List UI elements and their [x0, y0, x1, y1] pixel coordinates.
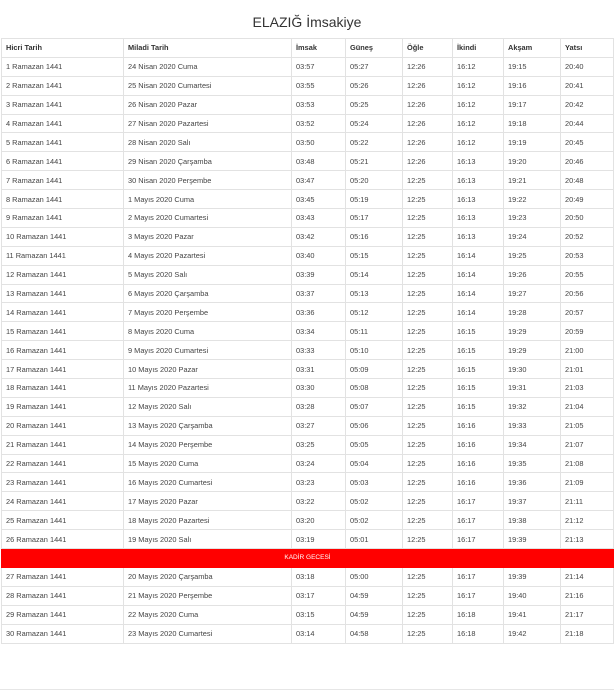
- hicri-tarih-cell: 30 Ramazan 1441: [2, 624, 124, 643]
- aksam-cell: 19:17: [504, 95, 561, 114]
- hicri-tarih-cell: 12 Ramazan 1441: [2, 265, 124, 284]
- miladi-tarih-cell: 14 Mayıs 2020 Perşembe: [124, 435, 292, 454]
- hicri-tarih-cell: 22 Ramazan 1441: [2, 454, 124, 473]
- imsak-cell: 03:30: [292, 379, 346, 398]
- miladi-tarih-cell: 12 Mayıs 2020 Salı: [124, 397, 292, 416]
- ogle-cell: 12:25: [403, 284, 453, 303]
- aksam-cell: 19:35: [504, 454, 561, 473]
- yatsi-cell: 21:14: [561, 567, 614, 586]
- ogle-cell: 12:25: [403, 190, 453, 209]
- gunes-cell: 05:22: [346, 133, 403, 152]
- gunes-cell: 05:02: [346, 511, 403, 530]
- ikindi-cell: 16:14: [453, 265, 504, 284]
- table-row: [2, 530, 614, 549]
- table-row: [2, 114, 614, 133]
- imsak-cell: 03:34: [292, 322, 346, 341]
- gunes-cell: 05:07: [346, 397, 403, 416]
- ikindi-cell: 16:15: [453, 341, 504, 360]
- miladi-tarih-cell: 7 Mayıs 2020 Perşembe: [124, 303, 292, 322]
- ikindi-cell: 16:16: [453, 454, 504, 473]
- ikindi-cell: 16:17: [453, 511, 504, 530]
- gunes-cell: 05:24: [346, 114, 403, 133]
- miladi-tarih-cell: 3 Mayıs 2020 Pazar: [124, 227, 292, 246]
- column-header-aksam: Akşam: [504, 39, 561, 58]
- ikindi-cell: 16:15: [453, 322, 504, 341]
- ogle-cell: 12:25: [403, 209, 453, 228]
- yatsi-cell: 21:04: [561, 397, 614, 416]
- ikindi-cell: 16:17: [453, 492, 504, 511]
- gunes-cell: 05:26: [346, 76, 403, 95]
- hicri-tarih-cell: 8 Ramazan 1441: [2, 190, 124, 209]
- hicri-tarih-cell: 4 Ramazan 1441: [2, 114, 124, 133]
- hicri-tarih-cell: 14 Ramazan 1441: [2, 303, 124, 322]
- imsak-cell: 03:45: [292, 190, 346, 209]
- table-row: [2, 416, 614, 435]
- hicri-tarih-cell: 5 Ramazan 1441: [2, 133, 124, 152]
- gunes-cell: 05:17: [346, 209, 403, 228]
- gunes-cell: 05:20: [346, 171, 403, 190]
- imsak-cell: 03:25: [292, 435, 346, 454]
- table-row: [2, 567, 614, 586]
- table-row: [2, 435, 614, 454]
- yatsi-cell: 20:59: [561, 322, 614, 341]
- aksam-cell: 19:29: [504, 322, 561, 341]
- imsak-cell: 03:23: [292, 473, 346, 492]
- yatsi-cell: 21:08: [561, 454, 614, 473]
- hicri-tarih-cell: 19 Ramazan 1441: [2, 397, 124, 416]
- imsakiye-table: [1, 38, 614, 644]
- imsak-cell: 03:48: [292, 152, 346, 171]
- ikindi-cell: 16:13: [453, 171, 504, 190]
- aksam-cell: 19:16: [504, 76, 561, 95]
- kadir-gecesi-label: KADİR GECESİ: [2, 549, 614, 568]
- ikindi-cell: 16:15: [453, 379, 504, 398]
- ikindi-cell: 16:14: [453, 246, 504, 265]
- ogle-cell: 12:25: [403, 624, 453, 643]
- gunes-cell: 05:08: [346, 379, 403, 398]
- gunes-cell: 05:04: [346, 454, 403, 473]
- ikindi-cell: 16:13: [453, 190, 504, 209]
- imsak-cell: 03:40: [292, 246, 346, 265]
- ikindi-cell: 16:13: [453, 227, 504, 246]
- imsak-cell: 03:53: [292, 95, 346, 114]
- miladi-tarih-cell: 17 Mayıs 2020 Pazar: [124, 492, 292, 511]
- ogle-cell: 12:26: [403, 95, 453, 114]
- ikindi-cell: 16:13: [453, 209, 504, 228]
- aksam-cell: 19:39: [504, 567, 561, 586]
- yatsi-cell: 20:41: [561, 76, 614, 95]
- imsak-cell: 03:28: [292, 397, 346, 416]
- gunes-cell: 05:01: [346, 530, 403, 549]
- miladi-tarih-cell: 13 Mayıs 2020 Çarşamba: [124, 416, 292, 435]
- column-header-gunes: Güneş: [346, 39, 403, 58]
- ikindi-cell: 16:12: [453, 95, 504, 114]
- hicri-tarih-cell: 18 Ramazan 1441: [2, 379, 124, 398]
- imsak-cell: 03:57: [292, 57, 346, 76]
- yatsi-cell: 20:45: [561, 133, 614, 152]
- aksam-cell: 19:26: [504, 265, 561, 284]
- ikindi-cell: 16:18: [453, 624, 504, 643]
- imsak-cell: 03:22: [292, 492, 346, 511]
- miladi-tarih-cell: 24 Nisan 2020 Cuma: [124, 57, 292, 76]
- aksam-cell: 19:25: [504, 246, 561, 265]
- table-row: [2, 227, 614, 246]
- table-row: [2, 152, 614, 171]
- yatsi-cell: 20:46: [561, 152, 614, 171]
- miladi-tarih-cell: 10 Mayıs 2020 Pazar: [124, 360, 292, 379]
- kadir-gecesi-row: [2, 549, 614, 568]
- yatsi-cell: 20:53: [561, 246, 614, 265]
- column-header-ogle: Öğle: [403, 39, 453, 58]
- yatsi-cell: 21:01: [561, 360, 614, 379]
- gunes-cell: 05:15: [346, 246, 403, 265]
- ikindi-cell: 16:15: [453, 360, 504, 379]
- imsak-cell: 03:39: [292, 265, 346, 284]
- ogle-cell: 12:25: [403, 265, 453, 284]
- aksam-cell: 19:24: [504, 227, 561, 246]
- miladi-tarih-cell: 22 Mayıs 2020 Cuma: [124, 605, 292, 624]
- ogle-cell: 12:25: [403, 454, 453, 473]
- aksam-cell: 19:31: [504, 379, 561, 398]
- yatsi-cell: 20:56: [561, 284, 614, 303]
- table-row: [2, 284, 614, 303]
- hicri-tarih-cell: 17 Ramazan 1441: [2, 360, 124, 379]
- ikindi-cell: 16:16: [453, 435, 504, 454]
- yatsi-cell: 20:57: [561, 303, 614, 322]
- imsak-cell: 03:24: [292, 454, 346, 473]
- imsak-cell: 03:47: [292, 171, 346, 190]
- yatsi-cell: 21:07: [561, 435, 614, 454]
- gunes-cell: 05:21: [346, 152, 403, 171]
- imsak-cell: 03:43: [292, 209, 346, 228]
- aksam-cell: 19:29: [504, 341, 561, 360]
- ogle-cell: 12:25: [403, 511, 453, 530]
- hicri-tarih-cell: 3 Ramazan 1441: [2, 95, 124, 114]
- hicri-tarih-cell: 2 Ramazan 1441: [2, 76, 124, 95]
- aksam-cell: 19:37: [504, 492, 561, 511]
- yatsi-cell: 21:16: [561, 586, 614, 605]
- ogle-cell: 12:25: [403, 567, 453, 586]
- imsak-cell: 03:20: [292, 511, 346, 530]
- yatsi-cell: 21:18: [561, 624, 614, 643]
- table-row: [2, 360, 614, 379]
- table-row: [2, 341, 614, 360]
- column-header-miladi-tarih: Miladi Tarih: [124, 39, 292, 58]
- ogle-cell: 12:25: [403, 360, 453, 379]
- table-row: [2, 454, 614, 473]
- miladi-tarih-cell: 6 Mayıs 2020 Çarşamba: [124, 284, 292, 303]
- gunes-cell: 05:03: [346, 473, 403, 492]
- page-title: ELAZIĞ İmsakiye: [252, 14, 362, 30]
- ogle-cell: 12:25: [403, 303, 453, 322]
- ogle-cell: 12:25: [403, 586, 453, 605]
- yatsi-cell: 20:49: [561, 190, 614, 209]
- miladi-tarih-cell: 1 Mayıs 2020 Cuma: [124, 190, 292, 209]
- miladi-tarih-cell: 25 Nisan 2020 Cumartesi: [124, 76, 292, 95]
- imsak-cell: 03:52: [292, 114, 346, 133]
- gunes-cell: 05:12: [346, 303, 403, 322]
- hicri-tarih-cell: 20 Ramazan 1441: [2, 416, 124, 435]
- miladi-tarih-cell: 11 Mayıs 2020 Pazartesi: [124, 379, 292, 398]
- ikindi-cell: 16:13: [453, 152, 504, 171]
- gunes-cell: 05:05: [346, 435, 403, 454]
- aksam-cell: 19:34: [504, 435, 561, 454]
- ogle-cell: 12:25: [403, 530, 453, 549]
- ikindi-cell: 16:15: [453, 397, 504, 416]
- imsak-cell: 03:14: [292, 624, 346, 643]
- imsak-cell: 03:42: [292, 227, 346, 246]
- hicri-tarih-cell: 16 Ramazan 1441: [2, 341, 124, 360]
- gunes-cell: 05:25: [346, 95, 403, 114]
- table-row: [2, 624, 614, 643]
- table-row: [2, 322, 614, 341]
- miladi-tarih-cell: 15 Mayıs 2020 Cuma: [124, 454, 292, 473]
- ogle-cell: 12:26: [403, 76, 453, 95]
- hicri-tarih-cell: 29 Ramazan 1441: [2, 605, 124, 624]
- ogle-cell: 12:25: [403, 435, 453, 454]
- hicri-tarih-cell: 24 Ramazan 1441: [2, 492, 124, 511]
- aksam-cell: 19:18: [504, 114, 561, 133]
- hicri-tarih-cell: 25 Ramazan 1441: [2, 511, 124, 530]
- imsak-cell: 03:31: [292, 360, 346, 379]
- yatsi-cell: 21:11: [561, 492, 614, 511]
- yatsi-cell: 20:55: [561, 265, 614, 284]
- gunes-cell: 05:27: [346, 57, 403, 76]
- ikindi-cell: 16:12: [453, 76, 504, 95]
- miladi-tarih-cell: 21 Mayıs 2020 Perşembe: [124, 586, 292, 605]
- ikindi-cell: 16:17: [453, 567, 504, 586]
- gunes-cell: 05:14: [346, 265, 403, 284]
- ikindi-cell: 16:17: [453, 530, 504, 549]
- imsak-cell: 03:18: [292, 567, 346, 586]
- table-row: [2, 57, 614, 76]
- imsak-cell: 03:37: [292, 284, 346, 303]
- ikindi-cell: 16:12: [453, 114, 504, 133]
- ikindi-cell: 16:16: [453, 473, 504, 492]
- ogle-cell: 12:25: [403, 492, 453, 511]
- imsak-cell: 03:27: [292, 416, 346, 435]
- aksam-cell: 19:42: [504, 624, 561, 643]
- yatsi-cell: 20:42: [561, 95, 614, 114]
- aksam-cell: 19:36: [504, 473, 561, 492]
- hicri-tarih-cell: 15 Ramazan 1441: [2, 322, 124, 341]
- table-row: [2, 586, 614, 605]
- table-row: [2, 76, 614, 95]
- ogle-cell: 12:25: [403, 379, 453, 398]
- miladi-tarih-cell: 5 Mayıs 2020 Salı: [124, 265, 292, 284]
- table-row: [2, 379, 614, 398]
- gunes-cell: 05:16: [346, 227, 403, 246]
- hicri-tarih-cell: 7 Ramazan 1441: [2, 171, 124, 190]
- ogle-cell: 12:26: [403, 152, 453, 171]
- miladi-tarih-cell: 29 Nisan 2020 Çarşamba: [124, 152, 292, 171]
- yatsi-cell: 20:40: [561, 57, 614, 76]
- ikindi-cell: 16:18: [453, 605, 504, 624]
- imsak-cell: 03:19: [292, 530, 346, 549]
- gunes-cell: 05:13: [346, 284, 403, 303]
- ogle-cell: 12:26: [403, 133, 453, 152]
- hicri-tarih-cell: 26 Ramazan 1441: [2, 530, 124, 549]
- ogle-cell: 12:25: [403, 171, 453, 190]
- miladi-tarih-cell: 27 Nisan 2020 Pazartesi: [124, 114, 292, 133]
- aksam-cell: 19:19: [504, 133, 561, 152]
- table-header: [2, 39, 614, 58]
- yatsi-cell: 21:17: [561, 605, 614, 624]
- miladi-tarih-cell: 18 Mayıs 2020 Pazartesi: [124, 511, 292, 530]
- column-header-yatsi: Yatsı: [561, 39, 614, 58]
- ogle-cell: 12:26: [403, 57, 453, 76]
- aksam-cell: 19:20: [504, 152, 561, 171]
- gunes-cell: 05:11: [346, 322, 403, 341]
- imsak-cell: 03:36: [292, 303, 346, 322]
- yatsi-cell: 20:48: [561, 171, 614, 190]
- yatsi-cell: 20:44: [561, 114, 614, 133]
- gunes-cell: 05:10: [346, 341, 403, 360]
- yatsi-cell: 20:52: [561, 227, 614, 246]
- gunes-cell: 04:59: [346, 586, 403, 605]
- ikindi-cell: 16:12: [453, 57, 504, 76]
- gunes-cell: 05:09: [346, 360, 403, 379]
- ogle-cell: 12:25: [403, 341, 453, 360]
- column-header-ikindi: İkindi: [453, 39, 504, 58]
- hicri-tarih-cell: 23 Ramazan 1441: [2, 473, 124, 492]
- hicri-tarih-cell: 10 Ramazan 1441: [2, 227, 124, 246]
- ogle-cell: 12:25: [403, 473, 453, 492]
- ikindi-cell: 16:16: [453, 416, 504, 435]
- header-row: [2, 39, 614, 58]
- aksam-cell: 19:33: [504, 416, 561, 435]
- table-row: [2, 492, 614, 511]
- ikindi-cell: 16:17: [453, 586, 504, 605]
- hicri-tarih-cell: 9 Ramazan 1441: [2, 209, 124, 228]
- imsak-cell: 03:33: [292, 341, 346, 360]
- ikindi-cell: 16:12: [453, 133, 504, 152]
- imsak-cell: 03:50: [292, 133, 346, 152]
- aksam-cell: 19:39: [504, 530, 561, 549]
- aksam-cell: 19:27: [504, 284, 561, 303]
- aksam-cell: 19:21: [504, 171, 561, 190]
- yatsi-cell: 21:13: [561, 530, 614, 549]
- ogle-cell: 12:26: [403, 114, 453, 133]
- miladi-tarih-cell: 2 Mayıs 2020 Cumartesi: [124, 209, 292, 228]
- table-row: [2, 473, 614, 492]
- ogle-cell: 12:25: [403, 605, 453, 624]
- hicri-tarih-cell: 27 Ramazan 1441: [2, 567, 124, 586]
- hicri-tarih-cell: 13 Ramazan 1441: [2, 284, 124, 303]
- table-body: [2, 57, 614, 643]
- miladi-tarih-cell: 9 Mayıs 2020 Cumartesi: [124, 341, 292, 360]
- gunes-cell: 04:58: [346, 624, 403, 643]
- gunes-cell: 05:00: [346, 567, 403, 586]
- gunes-cell: 04:59: [346, 605, 403, 624]
- aksam-cell: 19:32: [504, 397, 561, 416]
- miladi-tarih-cell: 16 Mayıs 2020 Cumartesi: [124, 473, 292, 492]
- hicri-tarih-cell: 6 Ramazan 1441: [2, 152, 124, 171]
- aksam-cell: 19:40: [504, 586, 561, 605]
- miladi-tarih-cell: 23 Mayıs 2020 Cumartesi: [124, 624, 292, 643]
- yatsi-cell: 21:05: [561, 416, 614, 435]
- table-row: [2, 511, 614, 530]
- aksam-cell: 19:15: [504, 57, 561, 76]
- hicri-tarih-cell: 28 Ramazan 1441: [2, 586, 124, 605]
- miladi-tarih-cell: 26 Nisan 2020 Pazar: [124, 95, 292, 114]
- table-row: [2, 303, 614, 322]
- hicri-tarih-cell: 11 Ramazan 1441: [2, 246, 124, 265]
- yatsi-cell: 21:03: [561, 379, 614, 398]
- aksam-cell: 19:38: [504, 511, 561, 530]
- table-row: [2, 605, 614, 624]
- miladi-tarih-cell: 20 Mayıs 2020 Çarşamba: [124, 567, 292, 586]
- aksam-cell: 19:23: [504, 209, 561, 228]
- table-row: [2, 133, 614, 152]
- column-header-hicri-tarih: Hicri Tarih: [2, 39, 124, 58]
- ogle-cell: 12:25: [403, 397, 453, 416]
- miladi-tarih-cell: 8 Mayıs 2020 Cuma: [124, 322, 292, 341]
- miladi-tarih-cell: 28 Nisan 2020 Salı: [124, 133, 292, 152]
- ogle-cell: 12:25: [403, 416, 453, 435]
- miladi-tarih-cell: 30 Nisan 2020 Perşembe: [124, 171, 292, 190]
- ikindi-cell: 16:14: [453, 303, 504, 322]
- gunes-cell: 05:19: [346, 190, 403, 209]
- yatsi-cell: 21:00: [561, 341, 614, 360]
- hicri-tarih-cell: 21 Ramazan 1441: [2, 435, 124, 454]
- ogle-cell: 12:25: [403, 322, 453, 341]
- aksam-cell: 19:41: [504, 605, 561, 624]
- aksam-cell: 19:28: [504, 303, 561, 322]
- table-row: [2, 95, 614, 114]
- table-row: [2, 209, 614, 228]
- imsak-cell: 03:15: [292, 605, 346, 624]
- table-row: [2, 190, 614, 209]
- gunes-cell: 05:02: [346, 492, 403, 511]
- ogle-cell: 12:25: [403, 246, 453, 265]
- ogle-cell: 12:25: [403, 227, 453, 246]
- table-row: [2, 397, 614, 416]
- column-header-imsak: İmsak: [292, 39, 346, 58]
- miladi-tarih-cell: 4 Mayıs 2020 Pazartesi: [124, 246, 292, 265]
- table-row: [2, 171, 614, 190]
- table-row: [2, 246, 614, 265]
- imsak-cell: 03:55: [292, 76, 346, 95]
- gunes-cell: 05:06: [346, 416, 403, 435]
- ikindi-cell: 16:14: [453, 284, 504, 303]
- table-row: [2, 265, 614, 284]
- yatsi-cell: 21:12: [561, 511, 614, 530]
- imsak-cell: 03:17: [292, 586, 346, 605]
- aksam-cell: 19:22: [504, 190, 561, 209]
- aksam-cell: 19:30: [504, 360, 561, 379]
- yatsi-cell: 21:09: [561, 473, 614, 492]
- yatsi-cell: 20:50: [561, 209, 614, 228]
- miladi-tarih-cell: 19 Mayıs 2020 Salı: [124, 530, 292, 549]
- hicri-tarih-cell: 1 Ramazan 1441: [2, 57, 124, 76]
